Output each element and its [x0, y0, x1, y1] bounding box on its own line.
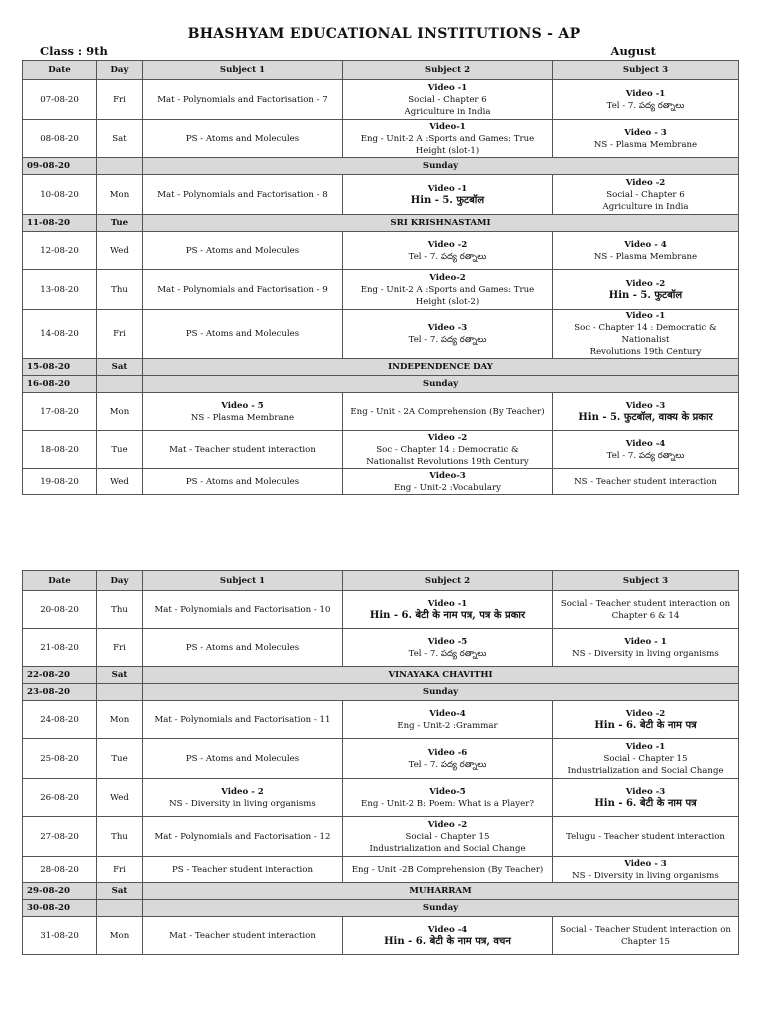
holiday-label: Sunday [143, 158, 739, 175]
lesson-text: NS - Diversity in living organisms [572, 870, 719, 881]
subject-cell-s2 [343, 591, 553, 629]
cell-text: Social - Teacher Student interaction on Chapter 15 [560, 924, 731, 947]
cell-text: PS - Atoms and Molecules [185, 329, 300, 339]
lesson-text: Tel - 7. పద్య రత్నాలు [408, 335, 487, 345]
day-cell: Thu [97, 817, 143, 857]
holiday-label: Sunday [143, 684, 739, 701]
schedule-row [23, 431, 739, 469]
subject-cell-s1 [143, 629, 343, 667]
subject-cell-s1 [143, 591, 343, 629]
lesson-text: NS - Diversity in living organisms [572, 648, 719, 659]
video-label: Video -1 [625, 311, 666, 321]
video-label: Video -2 [427, 819, 468, 830]
document-title: BHASHYAM EDUCATIONAL INSTITUTIONS - AP [187, 26, 581, 42]
schedule-row [23, 310, 739, 359]
cell-text: Eng - Unit -2B Comprehension (By Teacher) [351, 864, 544, 875]
subject-cell-s1 [143, 431, 343, 469]
date-cell: 09-08-20 [23, 158, 97, 175]
cell-text: PS - Atoms and Molecules [185, 133, 300, 144]
video-label: Video -4 [625, 438, 666, 449]
date-cell: 15-08-20 [23, 359, 97, 376]
date-cell: 18-08-20 [23, 431, 97, 469]
subject-cell-s1 [143, 779, 343, 817]
cell-text: Mat - Polynomials and Factorisation - 10 [154, 604, 331, 615]
day-cell: Mon [97, 917, 143, 955]
lesson-text: NS - Diversity in living organisms [169, 798, 316, 809]
schedule-table-2 [22, 570, 739, 955]
lesson-text: Hin - 5. फुटबॉल [410, 194, 485, 206]
day-cell [97, 158, 143, 175]
lesson-text: Industrialization and Social Change [567, 765, 724, 776]
schedule-row [23, 739, 739, 779]
subject-cell-s3 [553, 469, 739, 495]
column-header: Subject 2 [343, 571, 553, 591]
day-cell: Mon [97, 393, 143, 431]
column-header: Subject 3 [553, 61, 739, 80]
day-cell: Fri [97, 310, 143, 359]
column-header: Subject 1 [143, 61, 343, 80]
video-label: Video -1 [625, 88, 666, 99]
month-label: August [610, 44, 656, 58]
cell-text: PS - Atoms and Molecules [185, 753, 300, 764]
day-cell: Wed [97, 469, 143, 495]
video-label: Video -2 [625, 177, 666, 188]
video-label: Video - 3 [624, 858, 667, 869]
subject-cell-s3 [553, 739, 739, 779]
subject-cell-s2 [343, 629, 553, 667]
lesson-text: Hin - 6. बेटी के नाम पत्र [594, 797, 697, 809]
day-cell: Tue [97, 215, 143, 232]
holiday-label: SRI KRISHNASTAMI [143, 215, 739, 232]
cell-text: Mat - Polynomials and Factorisation - 12 [154, 831, 331, 842]
day-cell: Thu [97, 270, 143, 310]
date-cell: 13-08-20 [23, 270, 97, 310]
subject-cell-s3 [553, 270, 739, 310]
video-label: Video-2 [429, 272, 466, 283]
day-cell: Fri [97, 629, 143, 667]
lesson-text: Eng - Unit-2 A :Sports and Games: True [360, 133, 535, 144]
cell-text: Mat - Polynomials and Factorisation - 9 [157, 284, 328, 295]
cell-text: Eng - Unit - 2A Comprehension (By Teacher) [350, 406, 545, 417]
lesson-text: Eng - Unit-2 B: Poem: What is a Player? [361, 798, 534, 809]
day-cell: Fri [97, 80, 143, 120]
subject-cell-s1 [143, 393, 343, 431]
video-label: Video - 2 [221, 786, 264, 797]
subject-cell-s3 [553, 591, 739, 629]
lesson-text: Eng - Unit-2 :Grammar [397, 720, 498, 731]
cell-text: NS - Teacher student interaction [574, 476, 717, 487]
day-cell: Sat [97, 359, 143, 376]
subject-cell-s1 [143, 917, 343, 955]
holiday-label: VINAYAKA CHAVITHI [143, 667, 739, 684]
subject-cell-s3 [553, 431, 739, 469]
date-cell: 24-08-20 [23, 701, 97, 739]
cell-text: Mat - Teacher student interaction [169, 930, 316, 941]
cell-text: PS - Atoms and Molecules [185, 245, 300, 256]
date-cell: 30-08-20 [23, 900, 97, 917]
subject-cell-s2 [343, 817, 553, 857]
subject-cell-s1 [143, 175, 343, 215]
video-label: Video - 3 [624, 127, 667, 138]
lesson-text: Tel - 7. పద్య రత్నాలు [408, 648, 487, 659]
lesson-text: Social - Chapter 6 [408, 94, 487, 105]
date-cell: 28-08-20 [23, 857, 97, 883]
day-cell: Mon [97, 175, 143, 215]
video-label: Video -2 [427, 432, 468, 443]
subject-cell-s2 [343, 469, 553, 495]
date-cell: 27-08-20 [23, 817, 97, 857]
column-header: Date [23, 571, 97, 591]
video-label: Video-5 [429, 786, 466, 797]
video-label: Video -1 [625, 741, 666, 752]
subject-cell-s3 [553, 120, 739, 158]
schedule-row [23, 857, 739, 883]
schedule-row [23, 80, 739, 120]
day-cell: Tue [97, 739, 143, 779]
date-cell: 19-08-20 [23, 469, 97, 495]
subject-cell-s2 [343, 393, 553, 431]
lesson-text: Soc - Chapter 14 : Democratic & Nationalist [574, 323, 717, 345]
date-cell: 21-08-20 [23, 629, 97, 667]
video-label: Video -6 [427, 747, 468, 758]
subject-cell-s1 [143, 310, 343, 359]
video-label: Video-1 [429, 121, 466, 132]
subject-cell-s2 [343, 310, 553, 359]
column-header: Subject 1 [143, 571, 343, 591]
lesson-text: Soc - Chapter 14 : Democratic & [376, 444, 519, 455]
date-cell: 26-08-20 [23, 779, 97, 817]
subject-cell-s3 [553, 310, 739, 359]
subject-cell-s1 [143, 857, 343, 883]
lesson-text: Social - Chapter 6 [606, 189, 685, 200]
day-cell [97, 684, 143, 701]
cell-text: PS - Atoms and Molecules [185, 642, 300, 653]
subject-cell-s1 [143, 120, 343, 158]
holiday-row [23, 667, 739, 684]
holiday-label: Sunday [143, 376, 739, 393]
schedule-table-1 [22, 60, 739, 495]
subject-cell-s3 [553, 393, 739, 431]
day-cell: Wed [97, 779, 143, 817]
holiday-row [23, 900, 739, 917]
video-label: Video -2 [625, 708, 666, 719]
video-label: Video-4 [429, 708, 466, 719]
date-cell: 17-08-20 [23, 393, 97, 431]
lesson-text: Tel - 7. పద్య రత్నాలు [408, 251, 487, 262]
lesson-text: Tel - 7. పద్య రత్నాలు [606, 450, 685, 461]
holiday-label: INDEPENDENCE DAY [143, 359, 739, 376]
day-cell: Wed [97, 232, 143, 270]
schedule-row [23, 817, 739, 857]
subject-cell-s1 [143, 232, 343, 270]
lesson-text: Hin - 5. फुटबॉल [608, 289, 683, 301]
lesson-text: Hin - 5. फुटबॉल, वाक्य के प्रकार [578, 411, 713, 423]
day-cell: Sat [97, 883, 143, 900]
subject-cell-s1 [143, 739, 343, 779]
schedule-row [23, 175, 739, 215]
lesson-text: Social - Chapter 15 [603, 753, 688, 764]
subject-cell-s2 [343, 701, 553, 739]
subject-cell-s2 [343, 80, 553, 120]
video-label: Video -3 [625, 400, 666, 411]
lesson-text: Nationalist Revolutions 19th Century [366, 456, 529, 467]
day-cell: Tue [97, 431, 143, 469]
video-label: Video -4 [427, 924, 468, 935]
date-cell: 29-08-20 [23, 883, 97, 900]
lesson-text: Tel - 7. పద్య రత్నాలు [408, 759, 487, 770]
schedule-row [23, 591, 739, 629]
cell-text: Mat - Polynomials and Factorisation - 7 [157, 94, 328, 105]
holiday-row [23, 376, 739, 393]
date-cell: 20-08-20 [23, 591, 97, 629]
subject-cell-s3 [553, 80, 739, 120]
subject-cell-s3 [553, 779, 739, 817]
video-label: Video - 1 [624, 636, 667, 647]
schedule-row [23, 393, 739, 431]
holiday-row [23, 158, 739, 175]
subject-cell-s2 [343, 232, 553, 270]
column-header: Day [97, 571, 143, 591]
cell-text: Mat - Polynomials and Factorisation - 8 [157, 189, 328, 200]
lesson-text: Revolutions 19th Century [589, 347, 702, 357]
date-cell: 16-08-20 [23, 376, 97, 393]
subject-cell-s2 [343, 917, 553, 955]
subject-cell-s3 [553, 701, 739, 739]
day-cell [97, 376, 143, 393]
video-label: Video -5 [427, 636, 468, 647]
video-label: Video -1 [427, 82, 468, 93]
column-header: Subject 3 [553, 571, 739, 591]
cell-text: Social - Teacher student interaction on Chapter 6 & 14 [560, 598, 731, 621]
holiday-label: MUHARRAM [143, 883, 739, 900]
lesson-text: Eng - Unit-2 :Vocabulary [393, 482, 502, 493]
subject-cell-s2 [343, 431, 553, 469]
lesson-text: NS - Plasma Membrane [593, 251, 698, 262]
schedule-row [23, 232, 739, 270]
video-label: Video -1 [427, 598, 468, 609]
column-header: Day [97, 61, 143, 80]
day-cell: Fri [97, 857, 143, 883]
lesson-text: Hin - 6. बेटी के नाम पत्र [594, 719, 697, 731]
date-cell: 10-08-20 [23, 175, 97, 215]
video-label: Video -3 [427, 323, 468, 333]
date-cell: 23-08-20 [23, 684, 97, 701]
schedule-row [23, 629, 739, 667]
day-cell: Mon [97, 701, 143, 739]
cell-text: PS - Atoms and Molecules [185, 476, 300, 487]
subject-cell-s2 [343, 175, 553, 215]
subject-cell-s3 [553, 232, 739, 270]
video-label: Video - 4 [624, 239, 667, 250]
class-label: Class : 9th [40, 44, 108, 58]
subject-cell-s3 [553, 629, 739, 667]
subject-cell-s2 [343, 270, 553, 310]
subject-cell-s1 [143, 817, 343, 857]
lesson-text: Social - Chapter 15 [405, 831, 490, 842]
lesson-text: Agriculture in India [602, 201, 689, 212]
lesson-text: NS - Plasma Membrane [190, 412, 295, 423]
lesson-text: Height (slot-2) [415, 296, 480, 307]
holiday-row [23, 359, 739, 376]
video-label: Video -2 [427, 239, 468, 250]
holiday-row [23, 883, 739, 900]
date-cell: 31-08-20 [23, 917, 97, 955]
column-header: Date [23, 61, 97, 80]
video-label: Video - 5 [221, 400, 264, 411]
date-cell: 08-08-20 [23, 120, 97, 158]
date-cell: 14-08-20 [23, 310, 97, 359]
subject-cell-s1 [143, 80, 343, 120]
header-row [23, 571, 739, 591]
schedule-row [23, 779, 739, 817]
header-row [23, 61, 739, 80]
date-cell: 25-08-20 [23, 739, 97, 779]
subject-cell-s1 [143, 469, 343, 495]
date-cell: 12-08-20 [23, 232, 97, 270]
video-label: Video -2 [625, 278, 666, 289]
schedule-row [23, 917, 739, 955]
schedule-row [23, 120, 739, 158]
subject-cell-s1 [143, 270, 343, 310]
lesson-text: Height (slot-1) [415, 145, 480, 156]
subject-cell-s3 [553, 917, 739, 955]
cell-text: PS - Teacher student interaction [171, 864, 314, 875]
lesson-text: Hin - 6. बेटी के नाम पत्र, वचन [384, 935, 511, 947]
subject-cell-s3 [553, 175, 739, 215]
day-cell: Sat [97, 667, 143, 684]
holiday-row [23, 215, 739, 232]
lesson-text: Eng - Unit-2 A :Sports and Games: True [360, 284, 535, 295]
cell-text: Mat - Teacher student interaction [169, 444, 316, 455]
video-label: Video -3 [625, 786, 666, 797]
subject-cell-s1 [143, 701, 343, 739]
schedule-row [23, 270, 739, 310]
video-label: Video -1 [427, 183, 468, 194]
column-header: Subject 2 [343, 61, 553, 80]
day-cell [97, 900, 143, 917]
date-cell: 11-08-20 [23, 215, 97, 232]
lesson-text: Tel - 7. పద్య రత్నాలు [606, 100, 685, 111]
schedule-row [23, 701, 739, 739]
subject-cell-s2 [343, 120, 553, 158]
cell-text: Telugu - Teacher student interaction [566, 831, 725, 842]
subject-cell-s2 [343, 779, 553, 817]
schedule-row [23, 469, 739, 495]
day-cell: Thu [97, 591, 143, 629]
date-cell: 07-08-20 [23, 80, 97, 120]
lesson-text: Agriculture in India [404, 106, 491, 117]
lesson-text: Hin - 6. बेटी के नाम पत्र, पत्र के प्रकार [369, 609, 526, 621]
lesson-text: Industrialization and Social Change [369, 843, 526, 854]
holiday-row [23, 684, 739, 701]
day-cell: Sat [97, 120, 143, 158]
cell-text: Mat - Polynomials and Factorisation - 11 [154, 714, 331, 725]
subject-cell-s3 [553, 817, 739, 857]
video-label: Video-3 [429, 470, 466, 481]
subject-cell-s3 [553, 857, 739, 883]
date-cell: 22-08-20 [23, 667, 97, 684]
holiday-label: Sunday [143, 900, 739, 917]
lesson-text: NS - Plasma Membrane [593, 139, 698, 150]
subject-cell-s2 [343, 739, 553, 779]
subject-cell-s2 [343, 857, 553, 883]
